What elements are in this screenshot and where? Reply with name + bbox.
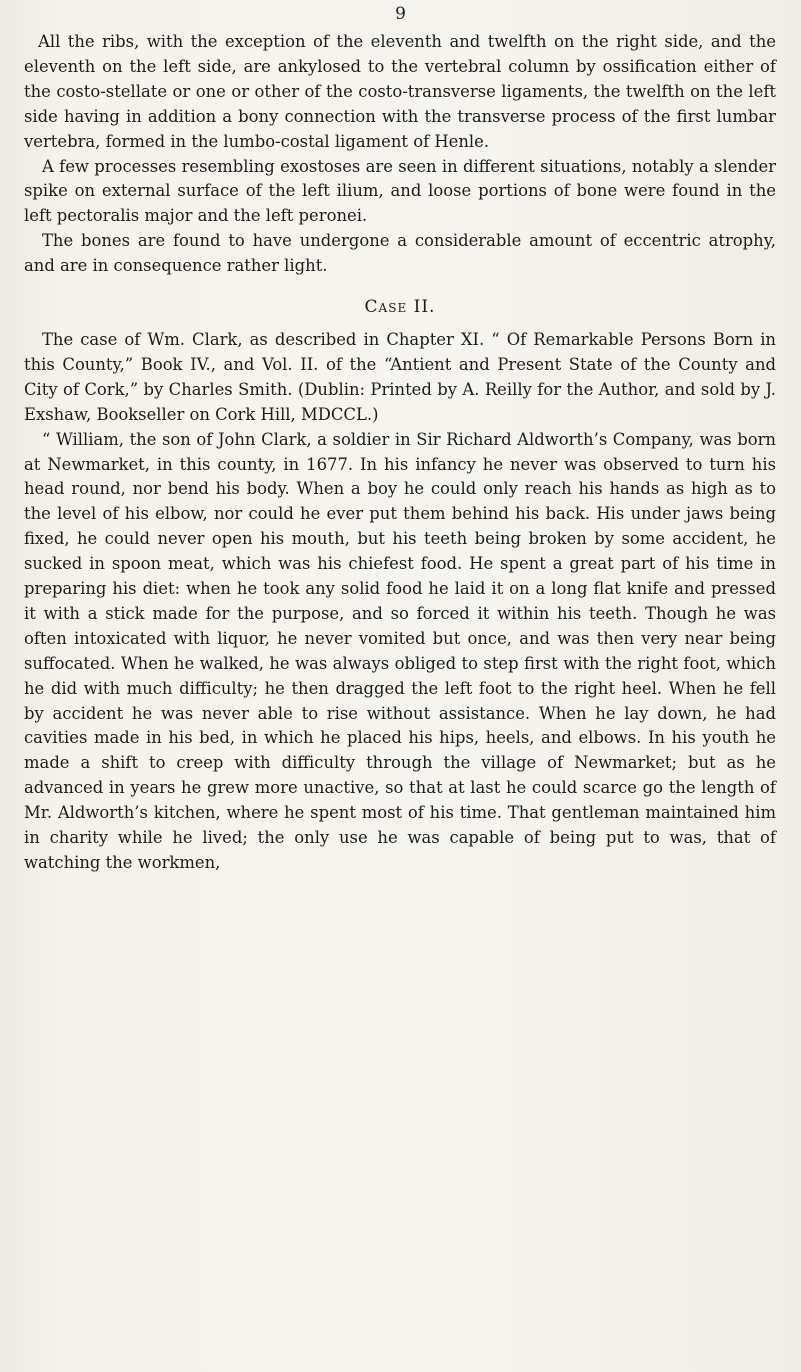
page-number: 9 [395, 4, 406, 24]
paragraph-william-clark: “ William, the son of John Clark, a soldier in Sir Richard Aldworth’s Company, was born at Newmarket, in this county, in 1677. In his infancy he never was observed to turn his head round, nor bend his body. When a boy he could only reach his hands as high as to the level of his elbow, nor could he ever put them behind his back. His under jaws being fixed, he could never open his mouth, but his teeth being broken by some accident, he sucked in spoon meat, which was his chiefest food. He spent a great part of his time in preparing his diet: when he took any solid food he laid it on a long flat knife and pressed it with a stick made for the purpose, and so forced it within his teeth. Though he was often intoxicated with liquor, he never vomited but once, and was then very near being suffocated. When he walked, he was always obliged to step first with the right foot, which he did with much difficulty; he then dragged the left foot to the right heel. When he fell by accident he was never able to rise without assistance. When he lay down, he had cavities made in his bed, in which he placed his hips, heels, and elbows. In his youth he made a shift to creep with difficulty through the village of Newmarket; but as he advanced in years he grew more unactive, so that at last he could scarce go the length of Mr. Aldworth’s kitchen, where he spent most of his time. That gentleman maintained him in charity while he lived; the only use he was capable of being put to was, that of watching the workmen, [24, 429, 776, 872]
section-heading: Case II. [364, 297, 436, 318]
body-text [24, 30, 776, 876]
paragraph-case-intro: The case of Wm. Clark, as described in Chapter XI. “ Of Remarkable Persons Born in this County,” Book IV., and Vol. II. of the “Antient and Present State of the County and City of Cork,” by Charles Smith. (Dublin: Printed by A. Reilly for the Author, and sold by J. Exshaw, Bookseller on Cork Hill, MDCCL.) [24, 329, 776, 424]
paragraph-ribs: All the ribs, with the exception of the eleventh and twelfth on the right side, and the eleventh on the left side, are ankylosed to the vertebral column by ossification either of the costo-stellate or one or other of the costo-transverse ligaments, the twelfth on the left side having in addition a bony connection with the transverse process of the first lumbar vertebra, formed in the lumbo-costal ligament of Henle. [24, 32, 776, 151]
paragraph-atrophy: The bones are found to have undergone a considerable amount of eccentric atrophy, and are in consequence rather light. [24, 231, 776, 276]
paragraph-exostoses: A few processes resembling exostoses are seen in different situations, notably a slender spike on external surface of the left ilium, and loose portions of bone were found in the left pectoralis major and the left peronei. [24, 156, 776, 226]
